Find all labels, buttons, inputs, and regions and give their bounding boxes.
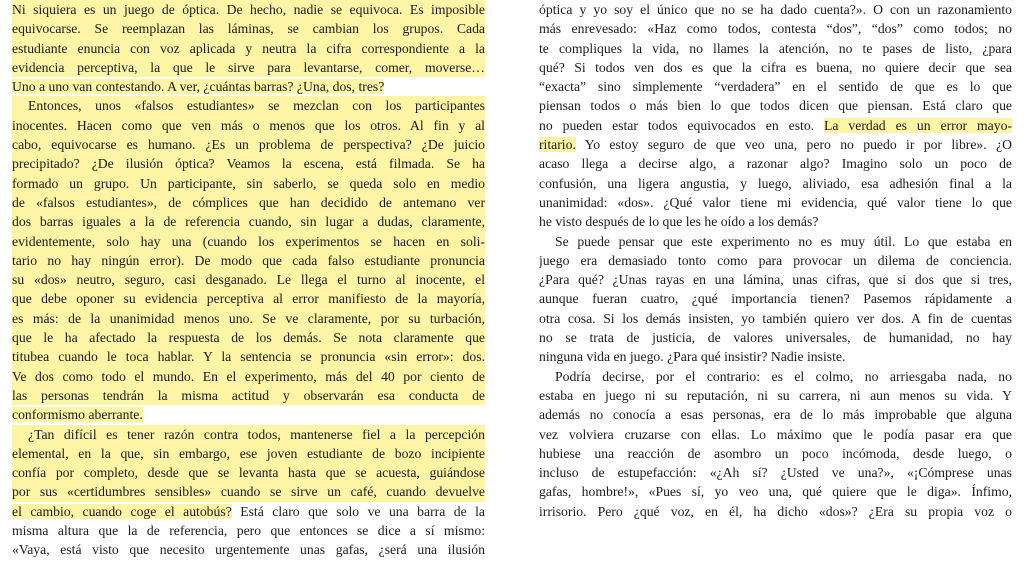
text-line: “exacta” sino simplemente “verdadera” en el sentido de que es lo que xyxy=(539,79,1012,95)
text-fragment: Yo estoy seguro de que veo una, pero no puedo ir por libre». ¿O xyxy=(575,137,1012,153)
text-line: su «dos» neutro, seguro, casi desganado. Le llega el turno al inocente, el xyxy=(12,270,485,289)
text-line: aunque fueran cuatro, ¿qué importancia tienen? Pasemos rápidamente a xyxy=(539,291,1012,307)
highlighted-text: La verdad es un error mayo- xyxy=(824,117,1012,133)
text-line: misma altura que la de referencia, pero que entonces se dice a sí mismo: xyxy=(12,523,485,539)
text-line: ¿Tan difícil es tener razón contra todos, mantenerse fiel a la percepción xyxy=(12,425,485,444)
text-line: dos barras iguales a la de referencia cuando, sin lugar a dudas, claramente, xyxy=(12,212,485,231)
text-line: Podría decirse, por el contrario: es el colmo, no arriesgaba nada, no xyxy=(555,368,1012,384)
text-line: Ve dos como todo el mundo. En el experimento, más del 40 por ciento de xyxy=(12,367,485,386)
text-line: ¿Para qué? ¿Unas rayas en una lámina, unas cifras, que si dos que si tres, xyxy=(539,272,1012,288)
text-line: tario no hay ningún error). De modo que cada falso estudiante pronuncia xyxy=(12,251,485,270)
text-line: vez volviera cruzarse con ellas. Lo máximo que le podía pasar era que xyxy=(539,426,1012,442)
text-line: equivocarse. Se reemplazan las láminas, se cambian los grupos. Cada xyxy=(12,19,485,38)
text-line: evidencia perceptiva, la que le sirve para levantarse, comer, moverse… xyxy=(12,58,485,77)
text-line: evidentemente, solo hay una (cuando los experimentos se hacen en soli- xyxy=(12,232,485,251)
text-line: juego era demasiado tonto como para provocar un dilema de conciencia. xyxy=(539,252,1012,268)
text-line xyxy=(539,135,1012,154)
left-page-column xyxy=(12,0,485,560)
text-line: he visto después de lo que les he oído a los demás? xyxy=(539,214,819,230)
text-line: Ni siquiera es un juego de óptica. De hecho, nadie se equivoca. Es imposible xyxy=(12,0,485,19)
right-page-column xyxy=(539,0,1012,521)
text-line: unanimidad: «dos». ¿Qué valor tiene mi evidencia, qué valor tiene lo que xyxy=(539,194,1012,210)
text-line: hubiese una reacción de asombro un poco incómoda, desde luego, o xyxy=(539,445,1012,461)
text-line xyxy=(12,405,485,424)
text-line: otra cosa. Si los demás insisten, yo también quiero ver dos. A fin de cuentas xyxy=(539,310,1012,326)
text-line: irrisorio. Pero ¿qué voz, en él, ha dicho «dos»? ¿Era su propia voz o xyxy=(539,503,1012,519)
text-line: estaba en juego ni su reputación, ni su carrera, ni aun menos su vida. Y xyxy=(539,387,1012,403)
text-line: confía por completo, desde que se levanta hasta que se acuesta, guiándose xyxy=(12,463,485,482)
text-line: es más: de la unanimidad menos uno. Se ve claramente, por su turbación, xyxy=(12,309,485,328)
highlighted-text: ritario. xyxy=(539,137,576,153)
text-line: cabo, equivocarse es humano. ¿Es un problema de perspectiva? ¿De juicio xyxy=(12,135,485,154)
text-line: de «falsos estudiantes», de cómplices que han decidido de antemano ver xyxy=(12,193,485,212)
text-line: además no conocía a esas personas, era de lo más improbable que alguna xyxy=(539,407,1012,423)
text-line: las personas tendrán la misma actitud y observarán esa conducta de xyxy=(12,386,485,405)
text-line: formado un grupo. Un participante, sin saberlo, se queda solo en medio xyxy=(12,174,485,193)
text-line: que debe oponer su evidencia perceptiva al error manifiesto de la mayoría, xyxy=(12,289,485,308)
text-line: que le ha afectado la respuesta de los demás. Se nota claramente que xyxy=(12,328,485,347)
text-line: elemental, en la que, sin embargo, ese joven estudiante de bozo incipiente xyxy=(12,444,485,463)
text-line: óptica y yo soy el único que no se ha dado cuenta?». O con un razonamiento xyxy=(539,2,1012,17)
text-line: confusión, una ligera angustia, y luego, aliviado, esa adhesión final a la xyxy=(539,175,1012,191)
text-line: Se puede pensar que este experimento no es muy útil. Lo que estaba en xyxy=(555,233,1012,249)
highlighted-text: el cambio, cuando coge el autobús? xyxy=(12,503,232,519)
text-line: acaso llega a decirse algo, a razonar algo? Imagino solo un poco de xyxy=(539,156,1012,172)
text-line: más enrevesado: «Haz como todos, contesta “dos”, “dos” como todos; no xyxy=(539,21,1012,37)
text-line: inocentes. Hacen como que ven más o menos que los otros. Al fin y al xyxy=(12,116,485,135)
text-line: precipitado? ¿De ilusión óptica? Veamos la escena, está filmada. Se ha xyxy=(12,154,485,173)
text-line: titubea cuando le toca hablar. Y la sentencia se pronuncia «sin error»: dos. xyxy=(12,347,485,366)
text-line: por sus «certidumbres sensibles» cuando se sirve un café, cuando devuelve xyxy=(12,482,485,501)
text-line: gafas, hombre!», «Pues sí, yo veo una, qué quiere que le diga». Ínfimo, xyxy=(539,484,1012,500)
text-line xyxy=(539,116,1012,135)
text-line xyxy=(12,77,485,96)
highlighted-text: Uno a uno van contestando. A ver, ¿cuántas barras? ¿Una, dos, tres? xyxy=(12,79,385,95)
text-line xyxy=(12,502,485,521)
text-line: ninguna vida en juego. ¿Para qué insistir? Nadie insiste. xyxy=(539,349,846,365)
text-line: estudiante enuncia con voz aplicada y neutra la cifra correspondiente a la xyxy=(12,39,485,58)
text-fragment: no pueden estar todos equivocados en esto. xyxy=(539,117,825,133)
highlighted-text: conformismo aberrante. xyxy=(12,407,143,423)
text-line: qué? Si todos ven dos es que la cifra es buena, no quiere decir que sea xyxy=(539,59,1012,75)
text-fragment: Está claro que solo ve una barra de la xyxy=(231,503,485,519)
text-line: piensan todos o más bien lo que todos dicen que piensan. Está claro que xyxy=(539,98,1012,114)
text-line: no se trata de justicia, de valores universales, de humanidad, no hay xyxy=(539,330,1012,346)
text-line: «Vaya, está visto que necesito urgentemente unas gafas, ¿será una ilusión xyxy=(12,542,485,558)
text-line: te compliques la vida, no llames la atención, no te pases de listo, ¿para xyxy=(539,40,1012,56)
text-line: Entonces, unos «falsos estudiantes» se mezclan con los participantes xyxy=(12,96,485,115)
text-line: incluso de estupefacción: «¿Ah sí? ¿Usted ve una?», «¡Cómprese unas xyxy=(539,465,1012,481)
